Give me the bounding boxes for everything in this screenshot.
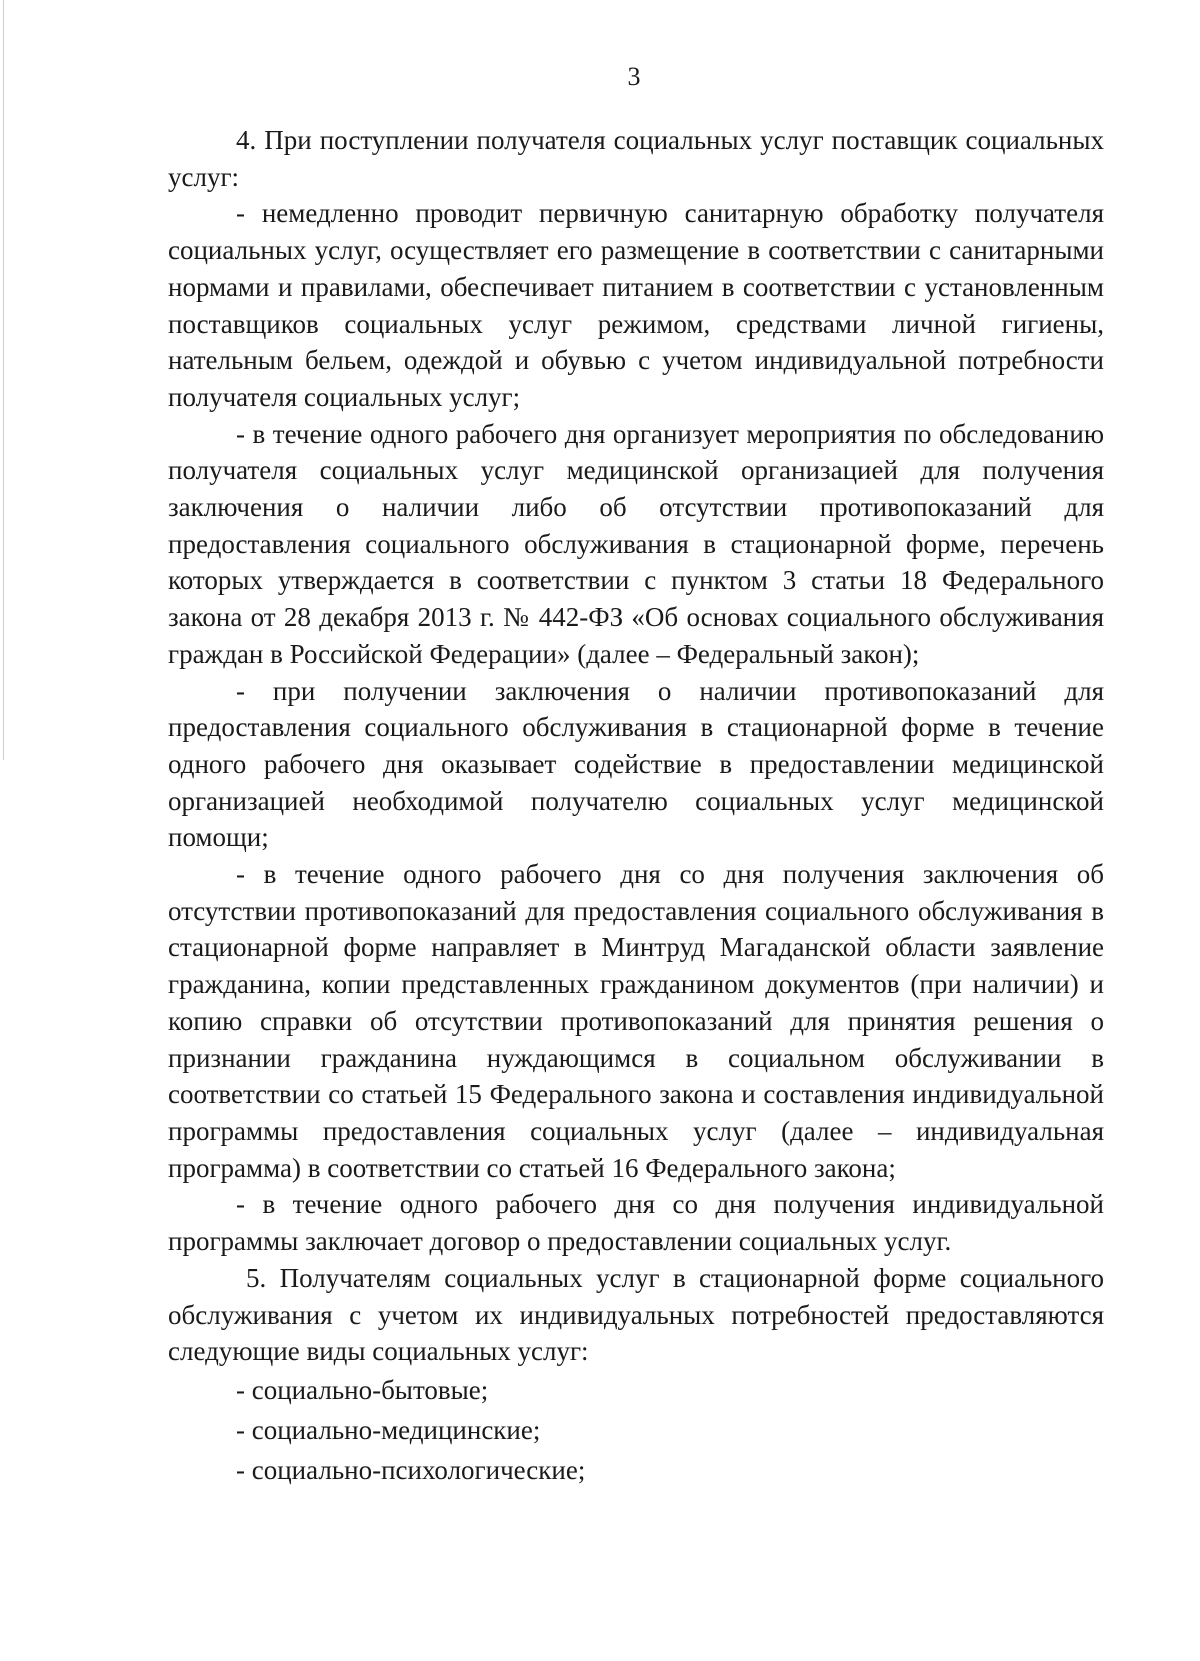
list-item-social-psychological: - социально-психологические; — [236, 1454, 586, 1485]
scan-edge-line — [3, 0, 4, 760]
paragraph-contraindications-found: - при получении заключения о наличии противопоказаний для предоставления социального обслуживания в стационарной форме в течение одного рабочего дня оказывает содействие в предоставлении медицинской организацией необходимой получателю социальных услуг медицинской помощи; — [168, 675, 1104, 853]
paragraph-no-contraindications: - в течение одного рабочего дня со дня получения заключения об отсутствии противопоказаний для предоставления социального обслуживания в стационарной форме направляет в Минтруд Магаданской области заявление гражданина, копии представленных гражданином документов (при наличии) и копию справки об отсутствии противопоказаний для принятия решения о признании гражданина нуждающимся в социальном обслуживании в соответствии со статьей 15 Федерального закона и составления индивидуальной программы предоставления социальных услуг (далее – индивидуальная программа) в соответствии со статьей 16 Федерального закона; — [168, 859, 1104, 1183]
paragraph-item-4: 4. При поступлении получателя социальных услуг поставщик социальных услуг: — [168, 125, 1104, 192]
page-number: 3 — [627, 62, 641, 91]
document-body — [168, 122, 1104, 1490]
paragraph-item-5: 5. Получателям социальных услуг в стационарной форме социального обслуживания с учетом их индивидуальных потребностей предоставляются следующие виды социальных услуг: — [168, 1262, 1104, 1367]
paragraph-sanitary-processing: - немедленно проводит первичную санитарную обработку получателя социальных услуг, осуществляет его размещение в соответствии с санитарными нормами и правилами, обеспечивает питанием в соответствии с установленным поставщиков социальных услуг режимом, средствами личной гигиены, нательным бельем, одеждой и обувью с учетом индивидуальной потребности получателя социальных услуг; — [168, 198, 1104, 412]
list-item-social-medical: - социально-медицинские; — [236, 1414, 541, 1445]
list-item-social-household: - социально-бытовые; — [236, 1374, 489, 1405]
paragraph-medical-examination: - в течение одного рабочего дня организует мероприятия по обследованию получателя социальных услуг медицинской организацией для получения заключения о наличии либо об отсутствии противопоказаний для предоставления социального обслуживания в стационарной форме, перечень которых утверждается в соответствии с пунктом 3 статьи 18 Федерального закона от 28 декабря 2013 г. № 442-ФЗ «Об основах социального обслуживания граждан в Российской Федерации» (далее – Федеральный закон); — [168, 418, 1104, 669]
paragraph-contract: - в течение одного рабочего дня со дня получения индивидуальной программы заключает договор о предоставлении социальных услуг. — [168, 1189, 1104, 1257]
